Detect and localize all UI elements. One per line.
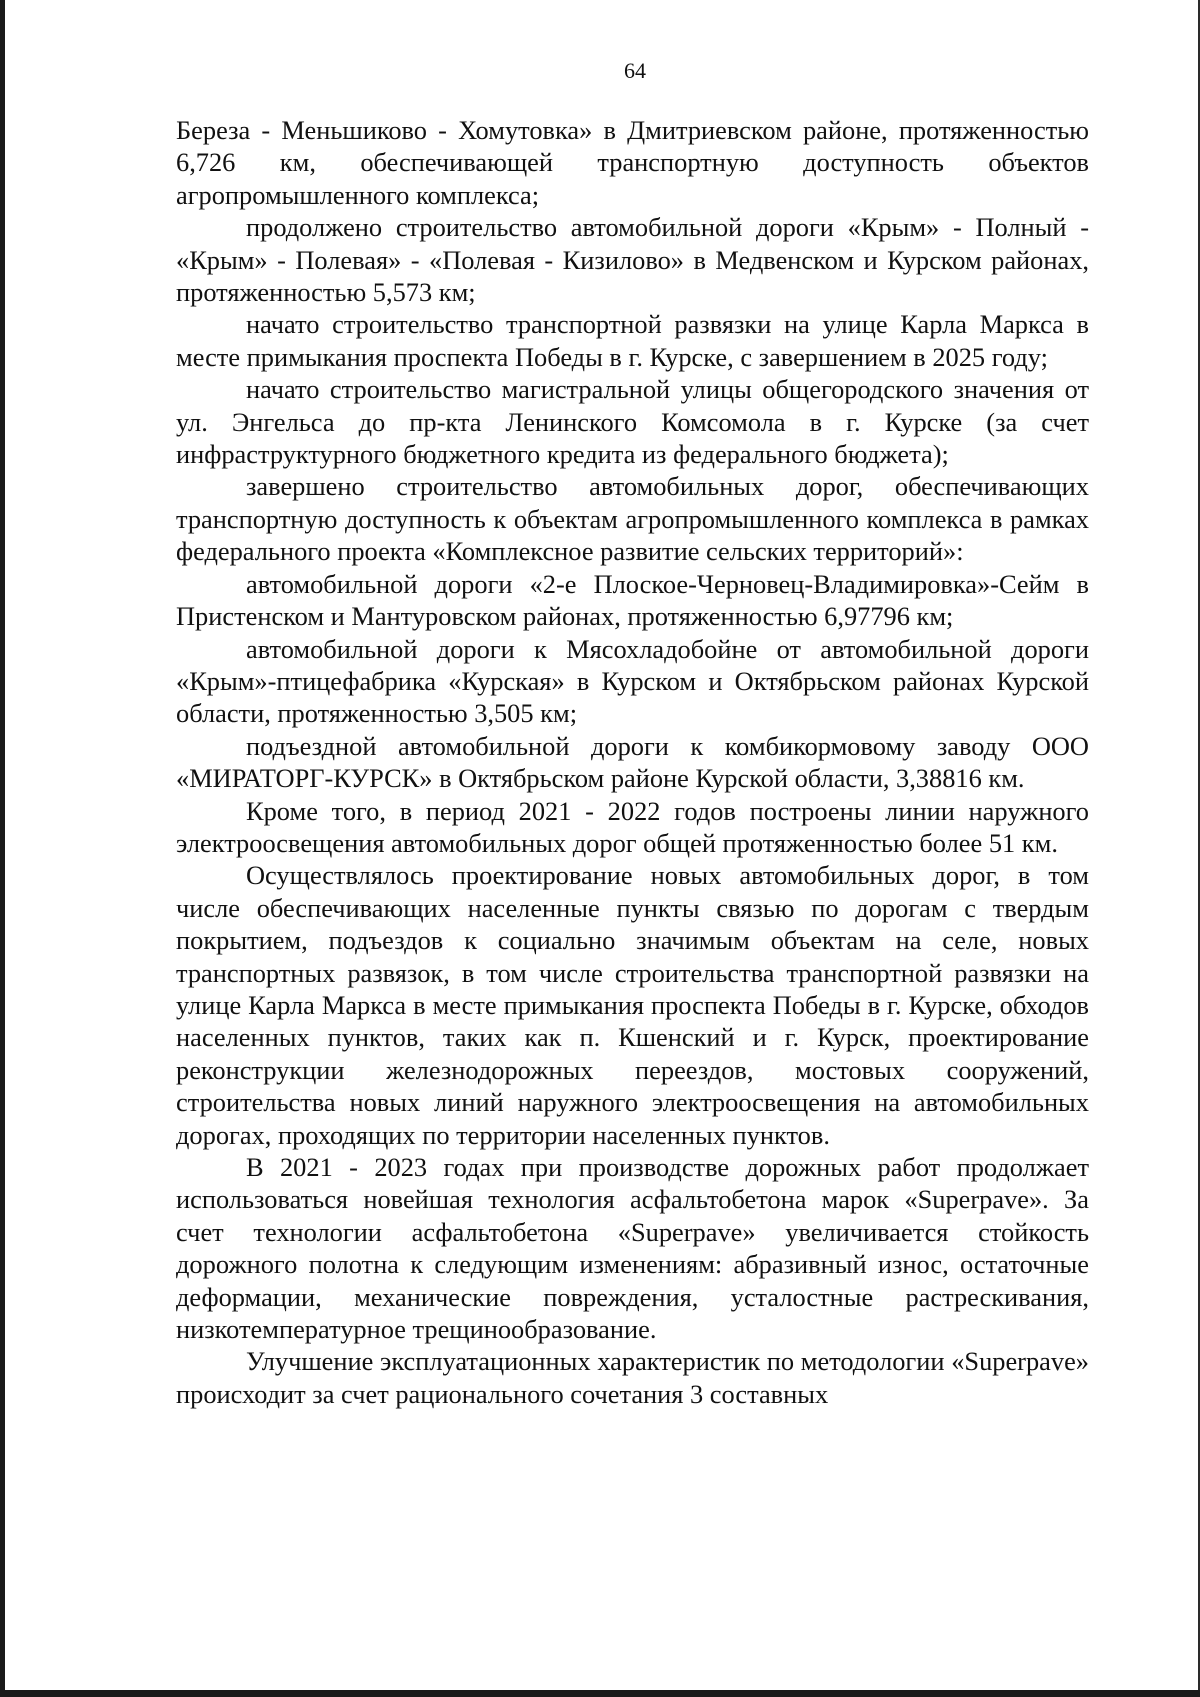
paragraph: начато строительство транспортной развязки на улице Карла Маркса в месте примыкания проспекта Победы в г. Курске, с завершением в 2025 году; (176, 309, 1089, 372)
scan-edge-left (0, 0, 5, 1697)
paragraph: Улучшение эксплуатационных характеристик по методологии «Superpave» происходит за счет рационального сочетания 3 составных (176, 1346, 1089, 1409)
paragraph: В 2021 - 2023 годах при производстве дорожных работ продолжает использоваться новейшая технология асфальтобетона марок «Superpave». За счет технологии асфальтобетона «Superpave» увеличивается стойкость дорожного полотна к следующим изменениям: абразивный износ, остаточные деформации, механические повреждения, усталостные растрескивания, низкотемпературное трещинообразование. (176, 1152, 1089, 1345)
paragraph: Осуществлялось проектирование новых автомобильных дорог, в том числе обеспечивающих населенные пункты связью по дорогам с твердым покрытием, подъездов к социально значимым объектам на селе, новых транспортных развязок, в том числе строительства транспортной развязки на улице Карла Маркса в месте примыкания проспекта Победы в г. Курске, обходов населенных пунктов, таких как п. Кшенский и г. Курск, проектирование реконструкции железнодорожных переездов, мостовых сооружений, строительства новых линий наружного электроосвещения на автомобильных дорогах, проходящих по территории населенных пунктов. (176, 860, 1089, 1150)
scan-edge-bottom (0, 1690, 1200, 1697)
paragraph: начато строительство магистральной улицы общегородского значения от ул. Энгельса до пр-кта Ленинского Комсомола в г. Курске (за счет инфраструктурного бюджетного кредита из федерального бюджета); (176, 374, 1089, 470)
paragraph: автомобильной дороги «2-е Плоское-Черновец-Владимировка»-Сейм в Пристенском и Мантуровском районах, протяженностью 6,97796 км; (176, 568, 1089, 632)
paragraph: Кроме того, в период 2021 - 2022 годов построены линии наружного электроосвещения автомобильных дорог общей протяженностью более 51 км. (176, 795, 1089, 858)
body-text (176, 114, 1089, 1410)
paragraph: продолжено строительство автомобильной дороги «Крым» - Полный - «Крым» - Полевая» - «Полевая - Кизилово» в Медвенском и Курском районах, протяженностью 5,573 км; (176, 212, 1089, 308)
paragraph: завершено строительство автомобильных дорог, обеспечивающих транспортную доступность к объектам агропромышленного комплекса в рамках федерального проекта «Комплексное развитие сельских территорий»: (176, 471, 1089, 567)
page-number: 64 (624, 58, 646, 83)
paragraph: подъездной автомобильной дороги к комбикормовому заводу ООО «МИРАТОРГ-КУРСК» в Октябрьском районе Курской области, 3,38816 км. (176, 730, 1089, 794)
paragraph: автомобильной дороги к Мясохладобойне от автомобильной дороги «Крым»-птицефабрика «Курская» в Курском и Октябрьском районах Курской области, протяженностью 3,505 км; (176, 633, 1089, 729)
paragraph-continuation: Береза - Меньшиково - Хомутовка» в Дмитриевском районе, протяженностью 6,726 км, обеспечивающей транспортную доступность объектов агропромышленного комплекса; (176, 115, 1089, 210)
